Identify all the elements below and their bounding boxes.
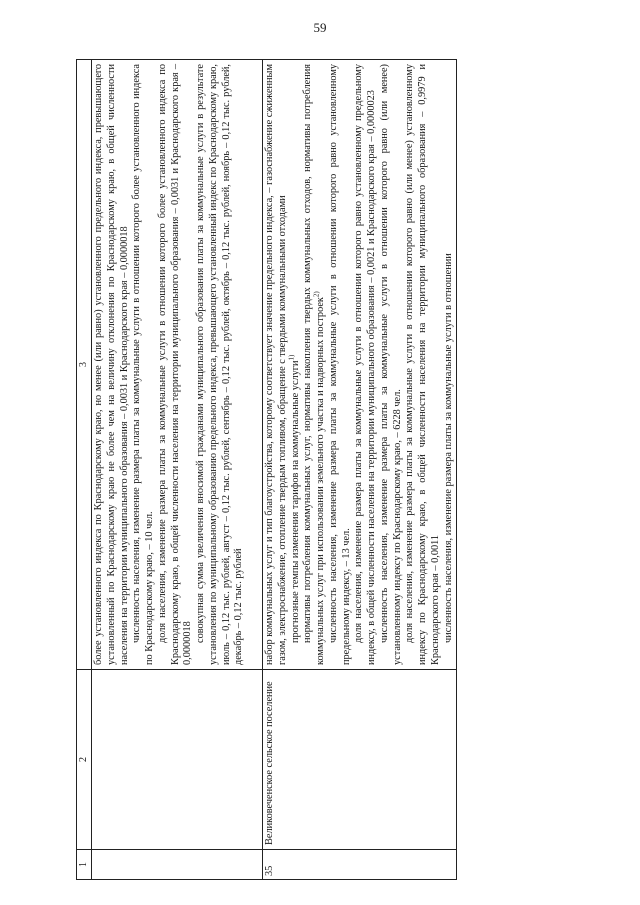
paragraph: более установленного индекса по Краснодарскому краю, но менее (или равно) установленного предельного индекса, превышающего установленный по Краснодарскому краю не более чем на величину отклонения по Краснодарскому краю, в общей численности населения на территории муниципального образования – 0,0031 и Краснодарского края – 0,0000018 [93, 64, 130, 665]
table-row [92, 60, 263, 880]
index-table [76, 59, 457, 880]
paragraph: совокупная сумма увеличения вносимой гражданами муниципального образования платы за коммунальные услуги в результате установления по муниципальному образованию предельного индекса, превышающего установленный индекс по Краснодарскому краю, июль – 0,12 тыс. рублей, август – 0,12 тыс. рублей, сентябрь – 0,12 тыс. рублей, октябрь – 0,12 тыс. рублей, ноябрь – 0,12 тыс. рублей, декабрь – 0,12 тыс. рублей [195, 64, 245, 665]
header-col-2: 2 [77, 670, 92, 850]
rotated-table-container [76, 60, 586, 880]
footnote-ref: 1) [287, 354, 296, 361]
paragraph: доля населения, изменение размера платы за коммунальные услуги в отношении которого более установленного индекса по Краснодарскому краю, в общей численности населения на территории муниципального образования – 0,0031 и Краснодарского края – 0,0000018 [156, 64, 194, 665]
table-row [263, 60, 457, 880]
page-number: 59 [313, 20, 327, 35]
row-description [92, 60, 263, 670]
paragraph: численность населения, изменение размера платы за коммунальные услуги в отношении которого равно (или менее) установленному индексу по Краснодарскому краю, – 6228 чел. [378, 64, 403, 665]
paragraph: численность населения, изменение размера платы за коммунальные услуги в отношении которого более установленного индекса по Краснодарскому краю, – 10 чел. [131, 64, 155, 665]
row-number: 35 [263, 850, 457, 880]
paragraph: набор коммунальных услуг и тип благоустройства, которому соответствует значение предельного индекса, – газоснабжение сжиженным газом, электроснабжение, отопление твердым топливом, обращение с твердыми коммунальными отходами [264, 64, 288, 665]
table-header-row [77, 60, 92, 880]
footnote-ref: 2) [312, 291, 321, 298]
paragraph [287, 64, 303, 665]
row-number [92, 850, 263, 880]
paragraph-text: нормативы потребления коммунальных услуг, нормативы накопления твердых коммунальных отходов, нормативы потребления коммунальных услуг при использовании земельного участка и надворных построек [302, 64, 326, 665]
settlement-name [92, 670, 263, 850]
header-col-3: 3 [77, 60, 92, 670]
paragraph: численность населения, изменение размера платы за коммунальные услуги в отношении которого равно установленному предельному индексу, – 13 чел. [327, 64, 352, 665]
row-description [263, 60, 457, 670]
paragraph: доля населения, изменение размера платы за коммунальные услуги в отношении которого равно установленному предельному индексу, в общей численности населения на территории муниципального образования – 0,0021 и Краснодарского края – 0,0000023 [353, 64, 377, 665]
paragraph [302, 64, 328, 665]
settlement-name: Великовеченское сельское поселение [263, 670, 457, 850]
paragraph: численность населения, изменение размера платы за коммунальные услуги в отношении [442, 253, 454, 643]
header-col-1: 1 [77, 850, 92, 880]
paragraph: доля населения, изменение размера платы за коммунальные услуги в отношении которого равно (или менее) установленному индексу по Краснодарскому краю, в общей численности населения на территории муниципального образования – 0,9979 и Краснодарского края – 0,0011 [404, 64, 441, 665]
paragraph-text: прогнозные темпы изменения тарифов на коммунальные услуги [289, 360, 301, 643]
